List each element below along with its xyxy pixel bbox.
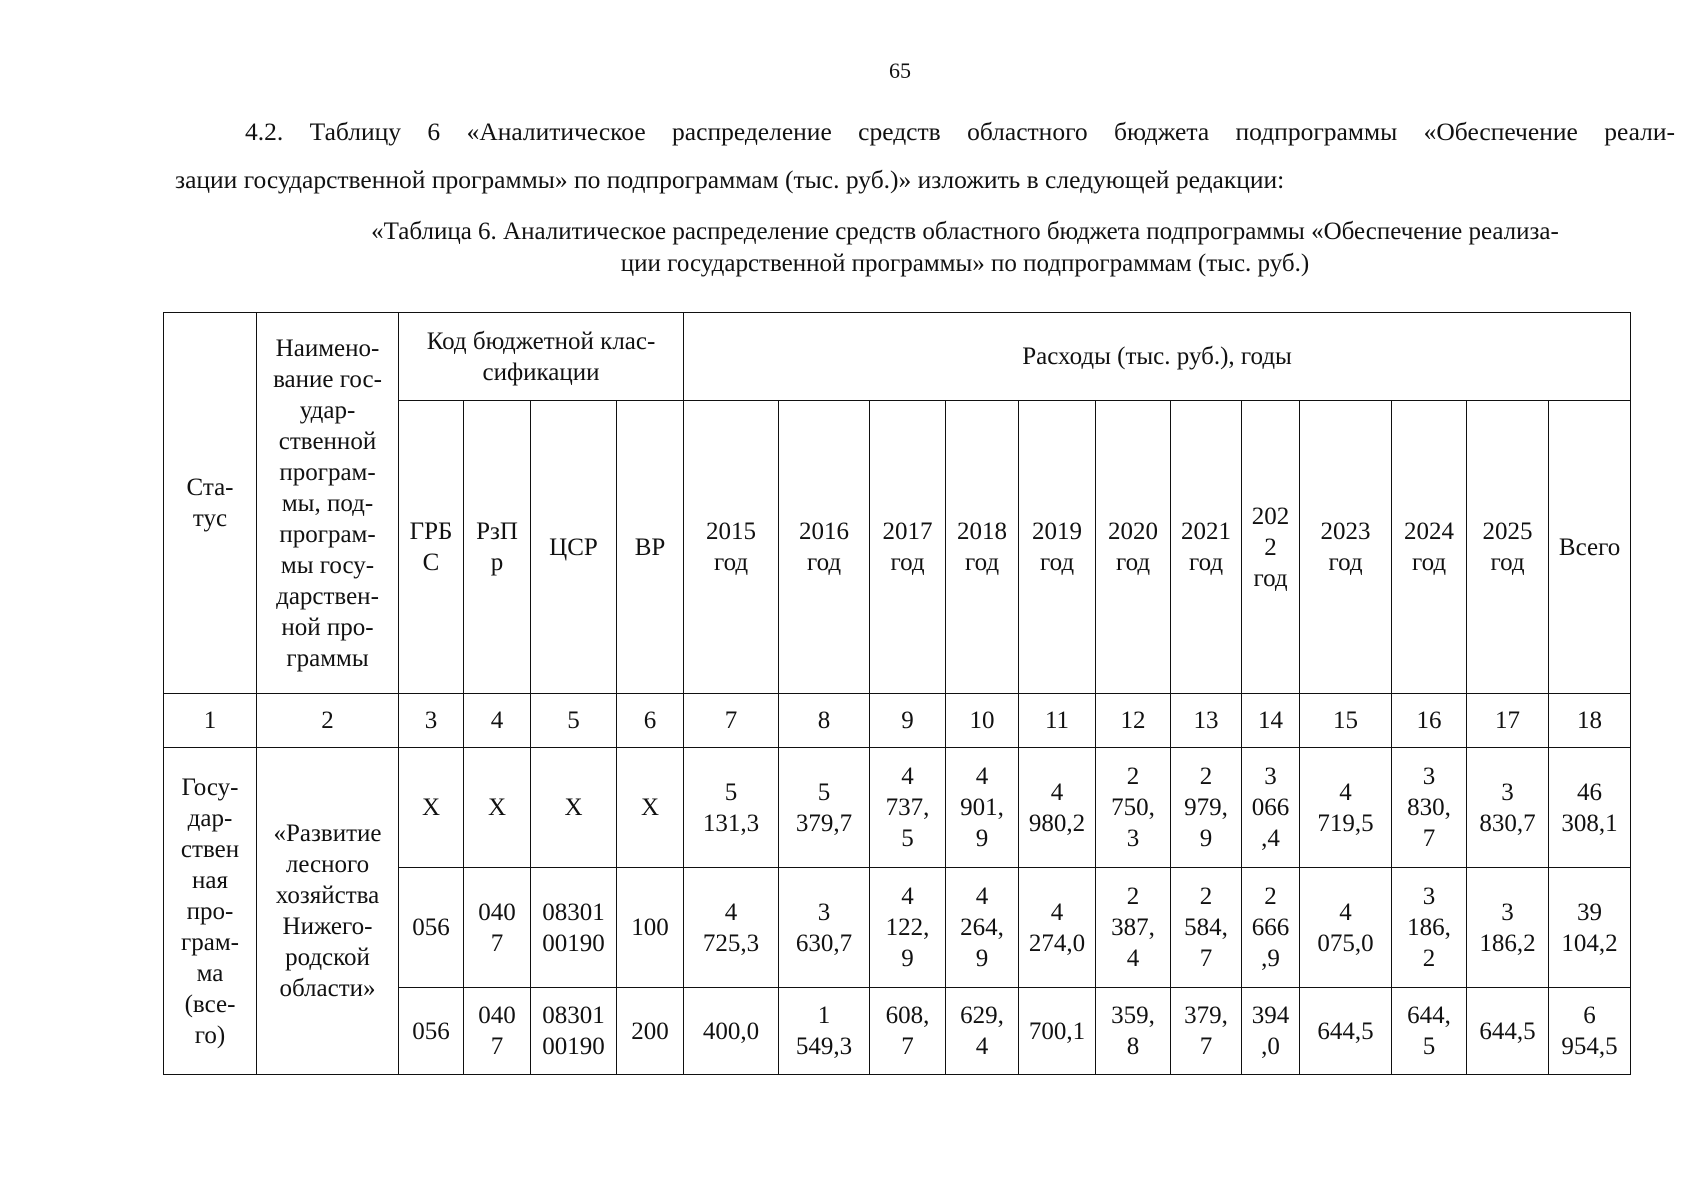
year-2017-header: 2017 год [870, 401, 946, 694]
column-number: 14 [1242, 694, 1300, 748]
table-cell: X [531, 748, 617, 868]
vr-header: ВР [617, 401, 684, 694]
caption-line-1: «Таблица 6. Аналитическое распределение средств областного бюджета подпрограммы «Обеспечение реализа- [371, 218, 1559, 245]
table-cell: 3 830, 7 [1392, 748, 1467, 868]
table-cell: X [464, 748, 531, 868]
table-cell: 6 954,5 [1549, 988, 1631, 1075]
table-cell: 4 075,0 [1300, 868, 1392, 988]
header-row-top [164, 313, 1631, 401]
table-cell: 056 [399, 988, 464, 1075]
table-cell: 608, 7 [870, 988, 946, 1075]
table-cell: 379, 7 [1171, 988, 1242, 1075]
column-number: 4 [464, 694, 531, 748]
intro-line-1: 4.2. Таблицу 6 «Аналитическое распределение средств областного бюджета подпрограммы «Обеспечение реали- [245, 117, 1675, 146]
table-cell: X [617, 748, 684, 868]
column-number: 9 [870, 694, 946, 748]
year-2016-header: 2016 год [779, 401, 870, 694]
column-number: 7 [684, 694, 779, 748]
csr-header: ЦСР [531, 401, 617, 694]
status-header: Ста- тус [164, 313, 257, 694]
column-number: 11 [1019, 694, 1096, 748]
column-number: 12 [1096, 694, 1171, 748]
table-cell: 2 666 ,9 [1242, 868, 1300, 988]
table-cell: 4 901, 9 [946, 748, 1019, 868]
program-name-cell: «Развитие лесного хозяйства Нижего- родской области» [257, 748, 399, 1075]
table-cell: 2 750, 3 [1096, 748, 1171, 868]
table-cell: 4 737, 5 [870, 748, 946, 868]
table-cell: 39 104,2 [1549, 868, 1631, 988]
column-number: 18 [1549, 694, 1631, 748]
year-2015-header: 2015 год [684, 401, 779, 694]
intro-paragraph [175, 108, 1675, 204]
column-number: 17 [1467, 694, 1549, 748]
column-number: 2 [257, 694, 399, 748]
column-number-row [164, 694, 1631, 748]
table-cell: 08301 00190 [531, 868, 617, 988]
table-cell: 4 122, 9 [870, 868, 946, 988]
table-cell: 5 131,3 [684, 748, 779, 868]
table-cell: 056 [399, 868, 464, 988]
year-2018-header: 2018 год [946, 401, 1019, 694]
table-cell: 3 066 ,4 [1242, 748, 1300, 868]
table-caption [255, 216, 1675, 280]
column-number: 3 [399, 694, 464, 748]
budget-table [163, 312, 1631, 1075]
table-cell: 4 264, 9 [946, 868, 1019, 988]
column-number: 5 [531, 694, 617, 748]
column-number: 16 [1392, 694, 1467, 748]
table-cell: 3 186, 2 [1392, 868, 1467, 988]
table-cell: 46 308,1 [1549, 748, 1631, 868]
table-cell: 4 719,5 [1300, 748, 1392, 868]
intro-line-2: зации государственной программы» по подпрограммам (тыс. руб.)» изложить в следующей редакции: [175, 165, 1285, 194]
table-cell: X [399, 748, 464, 868]
grbs-header: ГРБ С [399, 401, 464, 694]
table-cell: 100 [617, 868, 684, 988]
table-cell: 4 725,3 [684, 868, 779, 988]
table-cell: 040 7 [464, 988, 531, 1075]
column-number: 1 [164, 694, 257, 748]
table-cell: 3 830,7 [1467, 748, 1549, 868]
year-2021-header: 2021 год [1171, 401, 1242, 694]
data-row-total [164, 748, 1631, 868]
caption-line-2: ции государственной программы» по подпрограммам (тыс. руб.) [620, 250, 1310, 277]
program-name-header: Наимено- вание гос- удар- ственной програм- мы, под- програм- мы госу- дарствен- ной про- граммы [257, 313, 399, 694]
table-cell: 2 979, 9 [1171, 748, 1242, 868]
year-2023-header: 2023 год [1300, 401, 1392, 694]
table-cell: 2 387, 4 [1096, 868, 1171, 988]
table-cell: 644,5 [1300, 988, 1392, 1075]
table-cell: 3 630,7 [779, 868, 870, 988]
page-number: 65 [889, 58, 911, 83]
column-number: 13 [1171, 694, 1242, 748]
table-cell: 359, 8 [1096, 988, 1171, 1075]
table-cell: 200 [617, 988, 684, 1075]
table-cell: 2 584, 7 [1171, 868, 1242, 988]
status-cell: Госу- дар- ствен ная про- грам- ма (все- го) [164, 748, 257, 1075]
table-cell: 040 7 [464, 868, 531, 988]
expenses-header: Расходы (тыс. руб.), годы [684, 313, 1631, 401]
column-number: 10 [946, 694, 1019, 748]
kbk-header: Код бюджетной клас- сификации [399, 313, 684, 401]
table-cell: 1 549,3 [779, 988, 870, 1075]
rzpr-header: РзП р [464, 401, 531, 694]
column-number: 15 [1300, 694, 1392, 748]
table-cell: 5 379,7 [779, 748, 870, 868]
table-cell: 3 186,2 [1467, 868, 1549, 988]
year-2025-header: 2025 год [1467, 401, 1549, 694]
total-header: Всего [1549, 401, 1631, 694]
year-2019-header: 2019 год [1019, 401, 1096, 694]
year-2022-header: 202 2 год [1242, 401, 1300, 694]
table-cell: 4 980,2 [1019, 748, 1096, 868]
table-cell: 4 274,0 [1019, 868, 1096, 988]
table-cell: 08301 00190 [531, 988, 617, 1075]
table-cell: 700,1 [1019, 988, 1096, 1075]
table-cell: 644, 5 [1392, 988, 1467, 1075]
table-cell: 629, 4 [946, 988, 1019, 1075]
year-2020-header: 2020 год [1096, 401, 1171, 694]
table-cell: 644,5 [1467, 988, 1549, 1075]
year-2024-header: 2024 год [1392, 401, 1467, 694]
table-cell: 400,0 [684, 988, 779, 1075]
column-number: 6 [617, 694, 684, 748]
column-number: 8 [779, 694, 870, 748]
table-cell: 394 ,0 [1242, 988, 1300, 1075]
